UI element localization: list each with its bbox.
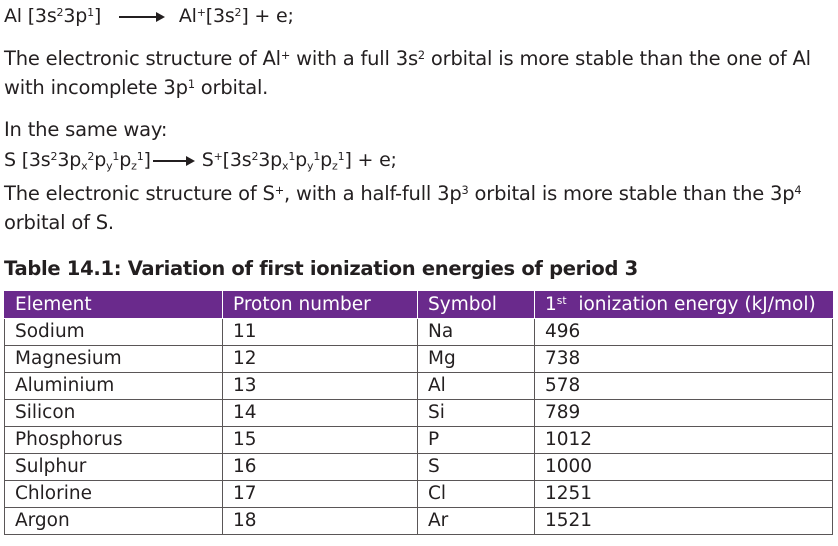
paragraph-text: with incomplete 3p bbox=[4, 76, 188, 99]
equation-text: p bbox=[94, 149, 107, 171]
table-row bbox=[5, 508, 833, 535]
subscript: y bbox=[307, 159, 314, 173]
equation-text: 3p bbox=[63, 5, 88, 27]
cell-proton-number: 13 bbox=[223, 373, 418, 400]
superscript: 2 bbox=[251, 149, 259, 163]
cell-ionization-energy: 1251 bbox=[535, 481, 833, 508]
superscript: 2 bbox=[417, 48, 425, 62]
table-row bbox=[5, 481, 833, 508]
equation-aluminium bbox=[4, 4, 294, 28]
equation-text: S bbox=[201, 149, 214, 171]
cell-proton-number: 11 bbox=[223, 319, 418, 346]
cell-proton-number: 16 bbox=[223, 454, 418, 481]
cell-element: Silicon bbox=[5, 400, 223, 427]
header-text: ionization energy (kJ/mol) bbox=[566, 294, 816, 315]
column-header-element: Element bbox=[5, 292, 223, 319]
equation-text: ] + e; bbox=[344, 149, 397, 171]
superscript: 4 bbox=[794, 183, 802, 197]
paragraph-sulphur-line-2: orbital of S. bbox=[4, 211, 114, 234]
table-row bbox=[5, 373, 833, 400]
table-row bbox=[5, 427, 833, 454]
superscript: + bbox=[280, 48, 291, 62]
paragraph-text: , with a half-full 3p bbox=[284, 182, 462, 205]
paragraph-aluminium-line-1 bbox=[4, 47, 811, 71]
table-row bbox=[5, 400, 833, 427]
equation-text: S [3s bbox=[4, 149, 51, 171]
cell-symbol: P bbox=[418, 427, 535, 454]
cell-ionization-energy: 1012 bbox=[535, 427, 833, 454]
cell-element: Sulphur bbox=[5, 454, 223, 481]
column-header-ionization-energy bbox=[535, 292, 833, 319]
superscript: + bbox=[274, 183, 284, 197]
subscript: z bbox=[131, 159, 137, 173]
paragraph-text: orbital is more stable than the 3p bbox=[468, 182, 795, 205]
equation-text: 3p bbox=[57, 149, 82, 171]
reaction-arrow-icon bbox=[119, 16, 163, 18]
superscript: 1 bbox=[337, 149, 345, 163]
cell-proton-number: 18 bbox=[223, 508, 418, 535]
superscript: 2 bbox=[87, 149, 95, 163]
superscript: 1 bbox=[136, 149, 144, 163]
cell-ionization-energy: 496 bbox=[535, 319, 833, 346]
paragraph-text: with a full 3s bbox=[290, 47, 418, 70]
equation-text: [3s bbox=[205, 5, 235, 27]
equation-text: ] bbox=[93, 5, 102, 27]
superscript: 2 bbox=[56, 5, 64, 19]
cell-proton-number: 17 bbox=[223, 481, 418, 508]
equation-text: [3s bbox=[222, 149, 252, 171]
cell-symbol: Na bbox=[418, 319, 535, 346]
cell-symbol: Si bbox=[418, 400, 535, 427]
paragraph-text: The electronic structure of S bbox=[4, 182, 275, 205]
superscript: 2 bbox=[50, 149, 58, 163]
cell-symbol: Ar bbox=[418, 508, 535, 535]
equation-text: p bbox=[119, 149, 132, 171]
cell-proton-number: 15 bbox=[223, 427, 418, 454]
reaction-arrow-icon bbox=[153, 160, 193, 162]
superscript: 1 bbox=[187, 77, 195, 91]
same-way-text: In the same way: bbox=[4, 118, 168, 141]
equation-text: 3p bbox=[258, 149, 283, 171]
paragraph-aluminium-line-2 bbox=[4, 76, 268, 100]
subscript: z bbox=[332, 159, 338, 173]
paragraph-sulphur-line-1 bbox=[4, 182, 801, 206]
superscript: + bbox=[196, 5, 206, 19]
table-row bbox=[5, 454, 833, 481]
cell-element: Argon bbox=[5, 508, 223, 535]
subscript: y bbox=[106, 159, 113, 173]
equation-text: p bbox=[295, 149, 308, 171]
equation-text: ] bbox=[143, 149, 151, 171]
paragraph-text: The electronic structure of Al bbox=[4, 47, 281, 70]
cell-element: Sodium bbox=[5, 319, 223, 346]
column-header-proton-number: Proton number bbox=[223, 292, 418, 319]
header-text: 1 bbox=[545, 294, 557, 315]
cell-proton-number: 14 bbox=[223, 400, 418, 427]
table-caption: Table 14.1: Variation of first ionization energies of period 3 bbox=[4, 257, 638, 280]
cell-symbol: Cl bbox=[418, 481, 535, 508]
superscript: 2 bbox=[234, 5, 242, 19]
cell-ionization-energy: 578 bbox=[535, 373, 833, 400]
equation-text: Al bbox=[178, 5, 197, 27]
equation-sulphur bbox=[4, 148, 397, 172]
cell-symbol: S bbox=[418, 454, 535, 481]
superscript: 1 bbox=[288, 149, 296, 163]
superscript: st bbox=[556, 294, 567, 308]
cell-element: Magnesium bbox=[5, 346, 223, 373]
cell-symbol: Mg bbox=[418, 346, 535, 373]
cell-ionization-energy: 1521 bbox=[535, 508, 833, 535]
equation-text: p bbox=[320, 149, 333, 171]
cell-element: Aluminium bbox=[5, 373, 223, 400]
cell-ionization-energy: 1000 bbox=[535, 454, 833, 481]
paragraph-text: orbital is more stable than the one of Al bbox=[424, 47, 811, 70]
superscript: + bbox=[213, 149, 223, 163]
cell-proton-number: 12 bbox=[223, 346, 418, 373]
cell-ionization-energy: 789 bbox=[535, 400, 833, 427]
cell-element: Chlorine bbox=[5, 481, 223, 508]
table-header-row bbox=[5, 292, 833, 319]
cell-ionization-energy: 738 bbox=[535, 346, 833, 373]
subscript: x bbox=[282, 159, 289, 173]
superscript: 1 bbox=[313, 149, 321, 163]
cell-symbol: Al bbox=[418, 373, 535, 400]
ionization-energy-table bbox=[4, 291, 833, 535]
equation-text: ] + e; bbox=[241, 5, 294, 27]
table-row bbox=[5, 319, 833, 346]
equation-text: Al [3s bbox=[4, 5, 57, 27]
superscript: 1 bbox=[112, 149, 120, 163]
subscript: x bbox=[81, 159, 88, 173]
column-header-symbol: Symbol bbox=[418, 292, 535, 319]
table-row bbox=[5, 346, 833, 373]
cell-element: Phosphorus bbox=[5, 427, 223, 454]
paragraph-text: orbital. bbox=[194, 76, 269, 99]
superscript: 1 bbox=[87, 5, 94, 19]
superscript: 3 bbox=[461, 183, 469, 197]
